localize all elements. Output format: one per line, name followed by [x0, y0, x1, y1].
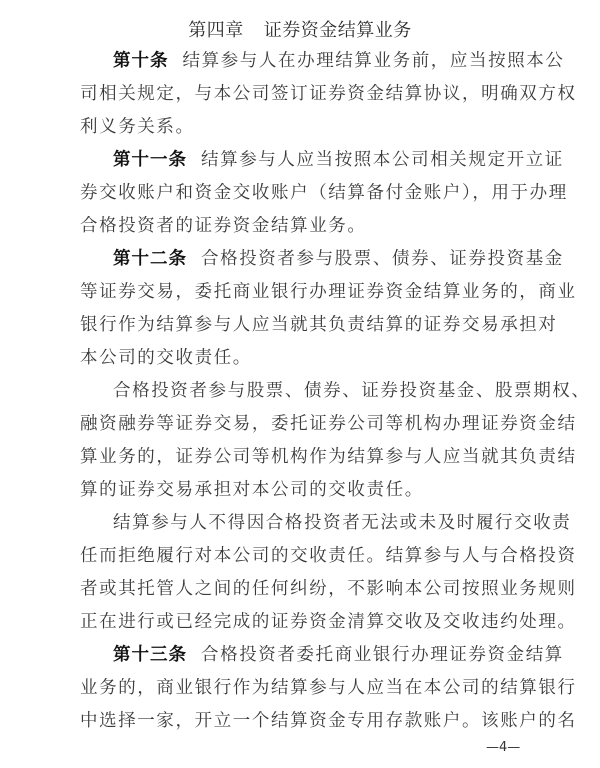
paragraph-line: 合格投资者的证券资金结算业务。 [80, 216, 367, 236]
chapter-title [0, 16, 600, 42]
paragraph-line: 者或其托管人之间的任何纠纷，不影响本公司按照业务规则 [80, 579, 577, 599]
paragraph-line: 结算参与人不得因合格投资者无法或未及时履行交收责 [113, 513, 572, 533]
article-label: 第十一条 [113, 150, 187, 170]
paragraph-line: 合格投资者参与股票、债券、证券投资基金、股票期权、 [113, 381, 591, 401]
paragraph-line: 第十一条 结算参与人应当按照本公司相关规定开立证 [113, 150, 564, 170]
paragraph-line: 任而拒绝履行对本公司的交收责任。结算参与人与合格投资 [80, 546, 577, 566]
paragraph-line: 算的证券交易承担对本公司的交收责任。 [80, 480, 424, 500]
paragraph-line: 券交收账户和资金交收账户（结算备付金账户），用于办理 [80, 183, 568, 203]
paragraph-line: 正在进行或已经完成的证券资金清算交收及交收违约处理。 [80, 612, 577, 632]
paragraph-line: 利义务关系。 [80, 117, 195, 137]
paragraph-line: 第十条 结算参与人在办理结算业务前，应当按照本公 [113, 51, 565, 71]
document-body [80, 45, 591, 738]
paragraph-line: 司相关规定，与本公司签订证券资金结算协议，明确双方权 [80, 84, 577, 104]
paragraph-line: 银行作为结算参与人应当就其负责结算的证券交易承担对 [80, 315, 558, 335]
article-label: 第十三条 [113, 645, 187, 665]
paragraph-line: 算业务的，证券公司等机构作为结算参与人应当就其负责结 [80, 447, 577, 467]
paragraph-line: 等证券交易，委托商业银行办理证券资金结算业务的，商业 [80, 282, 577, 302]
article-label: 第十条 [113, 51, 169, 71]
page-number: —4— [486, 740, 521, 755]
chapter-name: 证券资金结算业务 [263, 20, 412, 41]
paragraph-line: 融资融券等证券交易，委托证券公司等机构办理证券资金结 [80, 414, 577, 434]
paragraph-line: 本公司的交收责任。 [80, 348, 252, 368]
article-label: 第十二条 [113, 249, 187, 269]
paragraph-line: 第十二条 合格投资者参与股票、债券、证券投资基金 [113, 249, 564, 269]
chapter-number: 第四章 [188, 20, 244, 41]
paragraph-line: 中选择一家，开立一个结算资金专用存款账户。该账户的名 [80, 711, 577, 731]
paragraph-line: 业务的，商业银行作为结算参与人应当在本公司的结算银行 [80, 678, 577, 698]
paragraph-line: 第十三条 合格投资者委托商业银行办理证券资金结算 [113, 645, 564, 665]
